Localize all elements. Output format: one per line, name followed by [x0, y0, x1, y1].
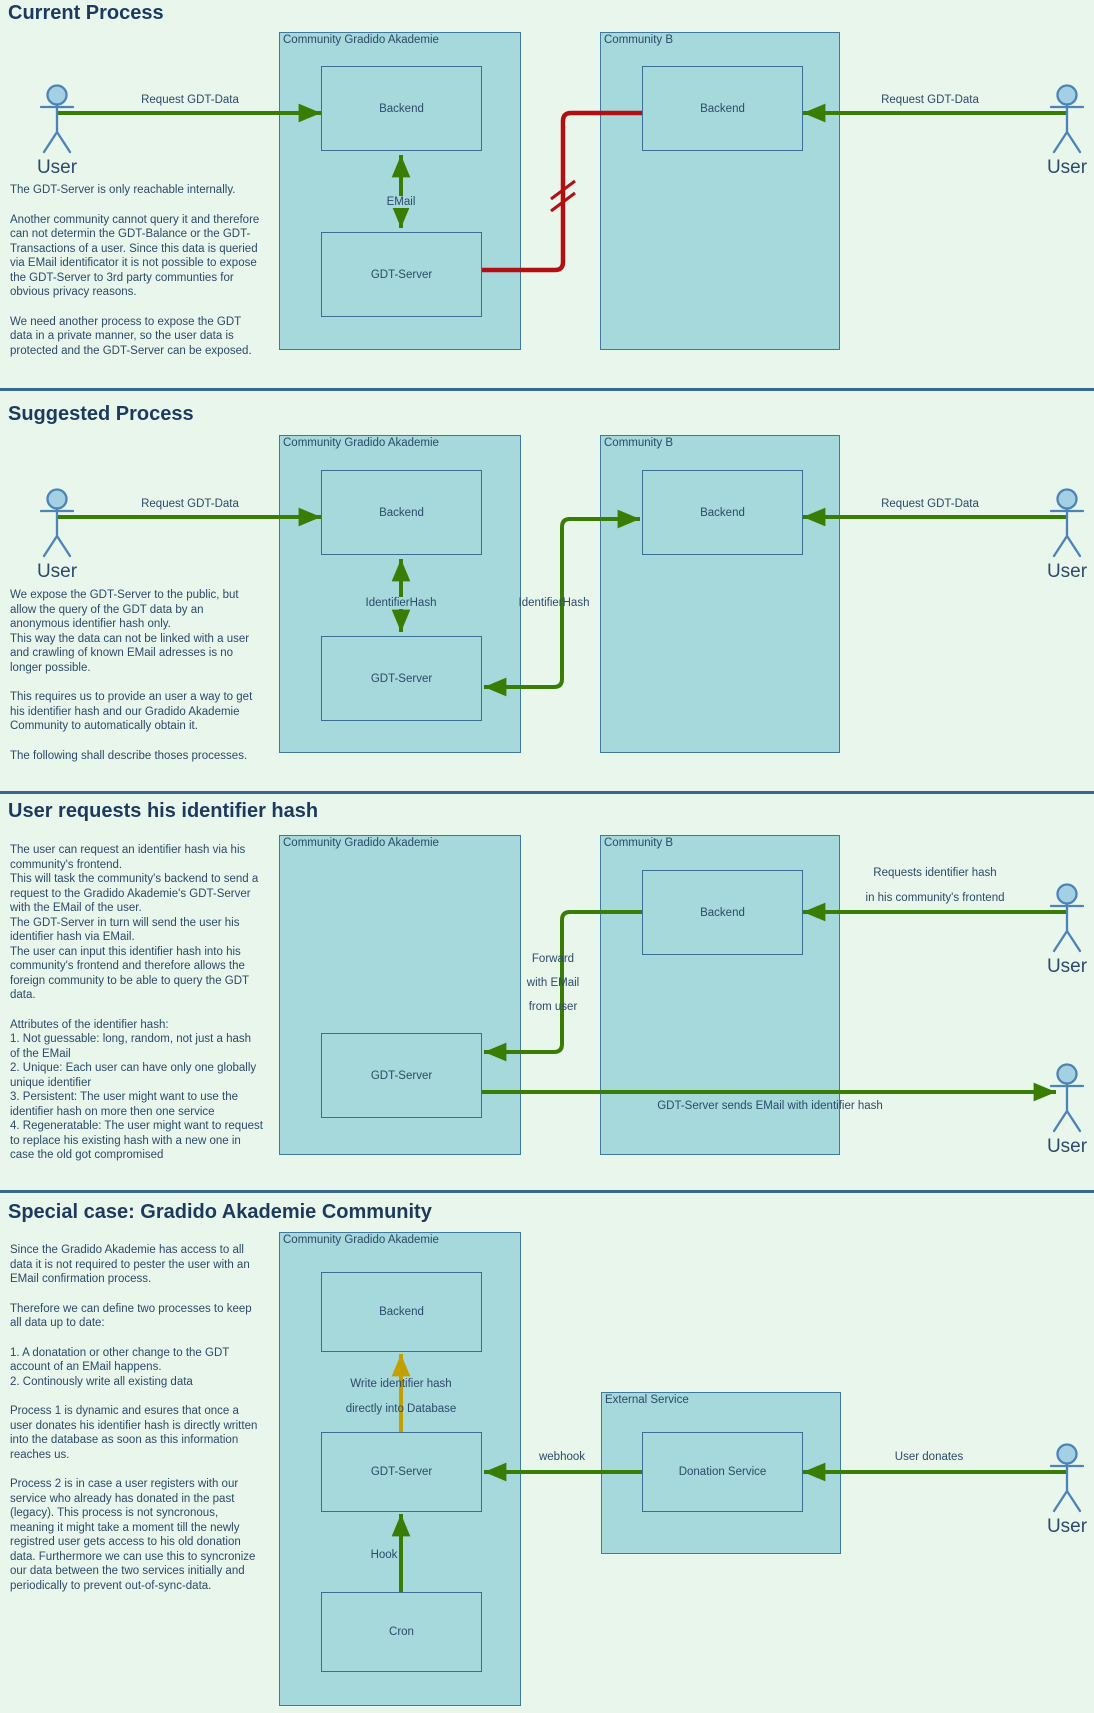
s3-user-top-figure [1051, 885, 1083, 952]
section-divider-2 [0, 791, 1094, 794]
s4-backend-node: Backend [321, 1272, 482, 1352]
s3-sends-email-label: GDT-Server sends EMail with identifier hash [657, 1100, 883, 1112]
s3-forward-label-line1: Forward [531, 953, 575, 965]
section-divider-3 [0, 1190, 1094, 1193]
s3-forward-label-line2: with EMail [526, 977, 580, 989]
s4-user-donates-label: User donates [894, 1451, 964, 1463]
s4-community-akademie-label: Community Gradido Akademie [283, 1234, 439, 1246]
s4-notes: Since the Gradido Akademie has access to all data it is not required to pester the user with an EMail confirmation process. Therefore we can define two processes to keep all data up to date: 1. A donatation or other change to the GDT account of an EMail happens. 2. Continously write all existing data Process 1 is dynamic and esures that once a user donates his identifier hash is directly written into the database as soon as this information reaches us. Process 2 is in case a user registers with our service who already has donated in the past (legacy). This process is not syncronous, meaning it might take a moment till the newly registred user gets access to his old donation data. Furthermore we can use this to syncronize our data between the two services initially and periodically to prevent out-of-sync-data. [10, 1244, 258, 1592]
s3-community-b-label: Community B [604, 837, 674, 849]
section-divider-1 [0, 388, 1094, 391]
s3-user-top-label: User [1046, 956, 1088, 977]
s1-community-b-label: Community B [604, 34, 674, 46]
s3-backend-b-node: Backend [642, 870, 803, 955]
s2-community-akademie-label: Community Gradido Akademie [283, 437, 439, 449]
s4-gdt-server-node: GDT-Server [321, 1432, 482, 1512]
s4-cron-node: Cron [321, 1592, 482, 1672]
s2-request-right-label: Request GDT-Data [881, 498, 979, 510]
s1-request-left-label: Request GDT-Data [141, 94, 239, 106]
s4-donation-service-node: Donation Service [642, 1432, 803, 1512]
section-3-title: User requests his identifier hash [8, 800, 319, 822]
s1-request-right-label: Request GDT-Data [881, 94, 979, 106]
s3-requests-hash-label-line2: in his community's frontend [865, 892, 1005, 904]
s1-backend-a-node: Backend [321, 66, 482, 151]
s3-user-bottom-label: User [1046, 1136, 1088, 1157]
s4-user-label: User [1046, 1516, 1088, 1537]
s2-backend-a-node: Backend [321, 470, 482, 555]
s3-requests-hash-label-line1: Requests identifier hash [873, 867, 997, 879]
s1-user-right-figure [1051, 86, 1083, 153]
s2-gdt-server-node: GDT-Server [321, 636, 482, 721]
s3-community-akademie-label: Community Gradido Akademie [283, 837, 439, 849]
s1-gdt-server-node: GDT-Server [321, 232, 482, 317]
s1-backend-b-node: Backend [642, 66, 803, 151]
s1-user-right-label: User [1046, 157, 1088, 178]
s2-identifierhash-inner-label: IdentifierHash [363, 597, 440, 609]
s1-user-left-figure [41, 86, 73, 153]
s2-user-left-label: User [36, 561, 78, 582]
s2-backend-b-node: Backend [642, 470, 803, 555]
section-2-title: Suggested Process [8, 403, 194, 425]
s2-identifierhash-outer-label: IdentifierHash [518, 597, 590, 609]
s2-community-b-label: Community B [604, 437, 674, 449]
s4-user-figure [1051, 1445, 1083, 1512]
s1-break-slash-2 [551, 193, 575, 211]
s4-write-hash-label-line2: directly into Database [345, 1403, 457, 1415]
s2-request-left-label: Request GDT-Data [141, 498, 239, 510]
s4-hook-label: Hook [370, 1549, 398, 1561]
s1-user-left-label: User [36, 157, 78, 178]
s4-external-service-label: External Service [605, 1394, 689, 1406]
s4-write-hash-label-line1: Write identifier hash [350, 1378, 452, 1390]
s4-webhook-label: webhook [538, 1451, 586, 1463]
s2-notes: We expose the GDT-Server to the public, but allow the query of the GDT data by an anonymous identifier hash only. This way the data can not be linked with a user and crawling of known EMail adresses is no longer possible. This requires us to provide an user a way to get his identifier hash and our Gradido Akademie Community to automatically obtain it. The following shall describe thoses processes. [10, 589, 253, 762]
s3-gdt-server-node: GDT-Server [321, 1033, 482, 1118]
s2-user-left-figure [41, 490, 73, 557]
s3-forward-label-line3: from user [528, 1001, 578, 1013]
s1-email-label: EMail [384, 196, 419, 208]
s2-user-right-figure [1051, 490, 1083, 557]
section-4-title: Special case: Gradido Akademie Community [8, 1201, 432, 1223]
section-1-title: Current Process [8, 2, 164, 24]
s1-community-akademie-label: Community Gradido Akademie [283, 34, 439, 46]
s1-notes: The GDT-Server is only reachable internally. Another community cannot query it and therefore can not determin the GDT-Balance or the GDT-Transactions of a user. Since this data is queried via EMail identificator it is not possible to expose the GDT-Server to 3rd party communties for obvious privacy reasons. We need another process to expose the GDT data in a private manner, so the user data is protected and the GDT-Server can be exposed. [10, 184, 260, 357]
s3-notes: The user can request an identifier hash via his community's frontend. This will task the community's backend to send a request to the Gradido Akademie's GDT-Server with the EMail of the user. The GDT-Server in turn will send the user his identifier hash via EMail. The user can input this identifier hash into his community's frontend and therefore allows the foreign community to be able to query the GDT data. Attributes of the identifier hash: 1. Not guessable: long, random, not just a hash of the EMail 2. Unique: Each user can have only one globally unique identifier 3. Persistent: The user might want to use the identifier hash on more then one service 4. Regeneratable: The user might want to request to replace his existing hash with a new one in case the old got compromised [10, 844, 263, 1161]
s2-user-right-label: User [1046, 561, 1088, 582]
s3-user-bottom-figure [1051, 1065, 1083, 1132]
s1-break-slash-1 [551, 181, 575, 199]
